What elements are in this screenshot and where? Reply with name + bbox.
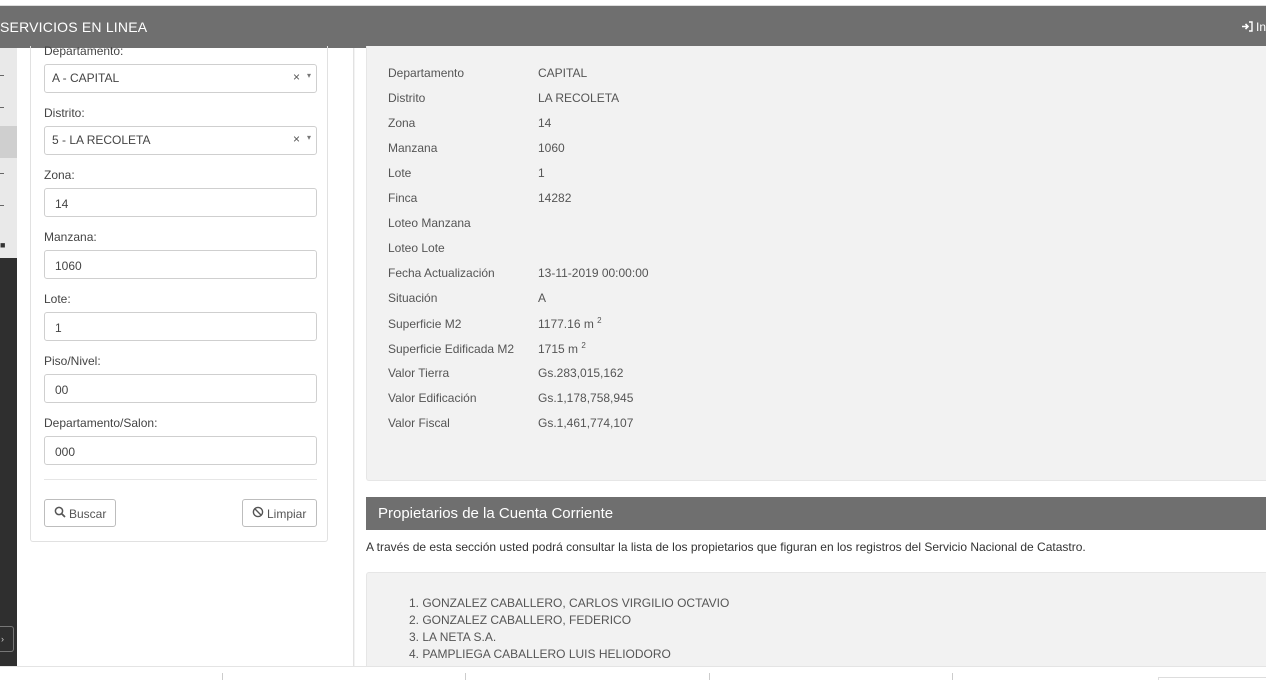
limpiar-button[interactable]	[242, 499, 317, 527]
owners-section-title: Propietarios de la Cuenta Corriente	[366, 497, 1266, 530]
login-link[interactable]	[1241, 20, 1266, 34]
detail-row: Superficie Edificada M2 1715 m $^2$	[388, 341, 586, 356]
distrito-label: Distrito:	[44, 106, 85, 120]
zona-value: 14	[55, 197, 69, 211]
detail-row: Fecha Actualización 13-11-2019 00:00:00	[388, 266, 649, 280]
detail-row: Distrito LA RECOLETA	[388, 91, 620, 105]
detail-row: Manzana 1060	[388, 141, 565, 155]
list-item: 4. PAMPLIEGA CABALLERO LUIS HELIODORO	[409, 647, 671, 661]
distrito-select[interactable]	[44, 126, 317, 155]
buscar-label: Buscar	[69, 507, 107, 521]
detail-row: Situación A	[388, 291, 547, 305]
departamento-label: Departamento:	[44, 44, 124, 58]
detail-row: Loteo Manzana	[388, 216, 471, 230]
form-divider	[44, 479, 317, 480]
chevron-down-icon[interactable]: ▾	[306, 133, 311, 142]
piso-label: Piso/Nivel:	[44, 354, 101, 368]
left-nav-rail	[0, 48, 17, 666]
clear-icon[interactable]: ×	[292, 132, 300, 146]
list-item: 1. GONZALEZ CABALLERO, CARLOS VIRGILIO OCTAVIO	[409, 596, 730, 610]
depto-salon-label: Departamento/Salon:	[44, 416, 158, 430]
departamento-select[interactable]	[44, 64, 317, 93]
ban-icon	[252, 506, 264, 520]
footer-divider	[465, 673, 466, 680]
list-item: 2. GONZALEZ CABALLERO, FEDERICO	[409, 613, 632, 627]
depto-salon-input[interactable]	[44, 436, 317, 465]
search-icon	[54, 506, 66, 520]
detail-row: Valor Edificación Gs.1,178,758,945	[388, 391, 634, 405]
chevron-down-icon[interactable]: ▾	[306, 71, 311, 80]
detail-row: Superficie M2 1177.16 m $^2$	[388, 316, 602, 331]
nav-rail-icon[interactable]: ■	[0, 240, 6, 250]
detail-row: Valor Fiscal Gs.1,461,774,107	[388, 416, 634, 430]
departamento-value: A - CAPITAL	[52, 71, 120, 85]
detail-row: Loteo Lote	[388, 241, 445, 255]
login-label: In	[1255, 20, 1266, 34]
limpiar-label: Limpiar	[267, 507, 307, 521]
list-item: 3. LA NETA S.A.	[409, 630, 497, 644]
property-details	[366, 46, 1266, 481]
collapse-sidebar-button[interactable]: ›	[0, 626, 14, 652]
search-form	[30, 46, 328, 542]
nav-rail-item-active[interactable]	[0, 126, 17, 158]
footer-divider	[709, 673, 710, 680]
distrito-value: 5 - LA RECOLETA	[52, 133, 151, 147]
lote-value: 1	[55, 321, 62, 335]
brand-title[interactable]: SERVICIOS EN LINEA	[0, 19, 148, 35]
detail-row: Zona 14	[388, 116, 552, 130]
search-sidebar	[17, 44, 354, 666]
main-content	[355, 48, 1266, 666]
manzana-label: Manzana:	[44, 230, 97, 244]
zona-label: Zona:	[44, 168, 75, 182]
depto-salon-value: 000	[55, 445, 76, 459]
nav-rail-item[interactable]	[0, 107, 4, 108]
nav-rail-menu	[0, 48, 17, 258]
detail-row: Finca 14282	[388, 191, 572, 205]
footer-bar	[0, 666, 1266, 680]
nav-rail-item[interactable]	[0, 205, 4, 206]
zona-input[interactable]	[44, 188, 317, 217]
nav-rail-item[interactable]	[0, 173, 4, 174]
nav-rail-item[interactable]	[0, 75, 4, 76]
buscar-button[interactable]	[44, 499, 116, 527]
footer-divider	[952, 673, 953, 680]
footer-divider	[222, 673, 223, 680]
sign-in-icon	[1241, 20, 1256, 34]
lote-input[interactable]	[44, 312, 317, 341]
lote-label: Lote:	[44, 292, 71, 306]
clear-icon[interactable]: ×	[292, 70, 300, 84]
owners-list	[366, 572, 1266, 672]
detail-row: Valor Tierra Gs.283,015,162	[388, 366, 624, 380]
manzana-value: 1060	[55, 259, 82, 273]
owners-section-description: A través de esta sección usted podrá consultar la lista de los propietarios que figuran en los registros del Servicio Nacional de Catastro.	[366, 540, 1086, 554]
manzana-input[interactable]	[44, 250, 317, 279]
detail-row: Lote 1	[388, 166, 545, 180]
piso-input[interactable]	[44, 374, 317, 403]
piso-value: 00	[55, 383, 69, 397]
navbar	[0, 6, 1266, 48]
detail-row: Departamento CAPITAL	[388, 66, 588, 80]
